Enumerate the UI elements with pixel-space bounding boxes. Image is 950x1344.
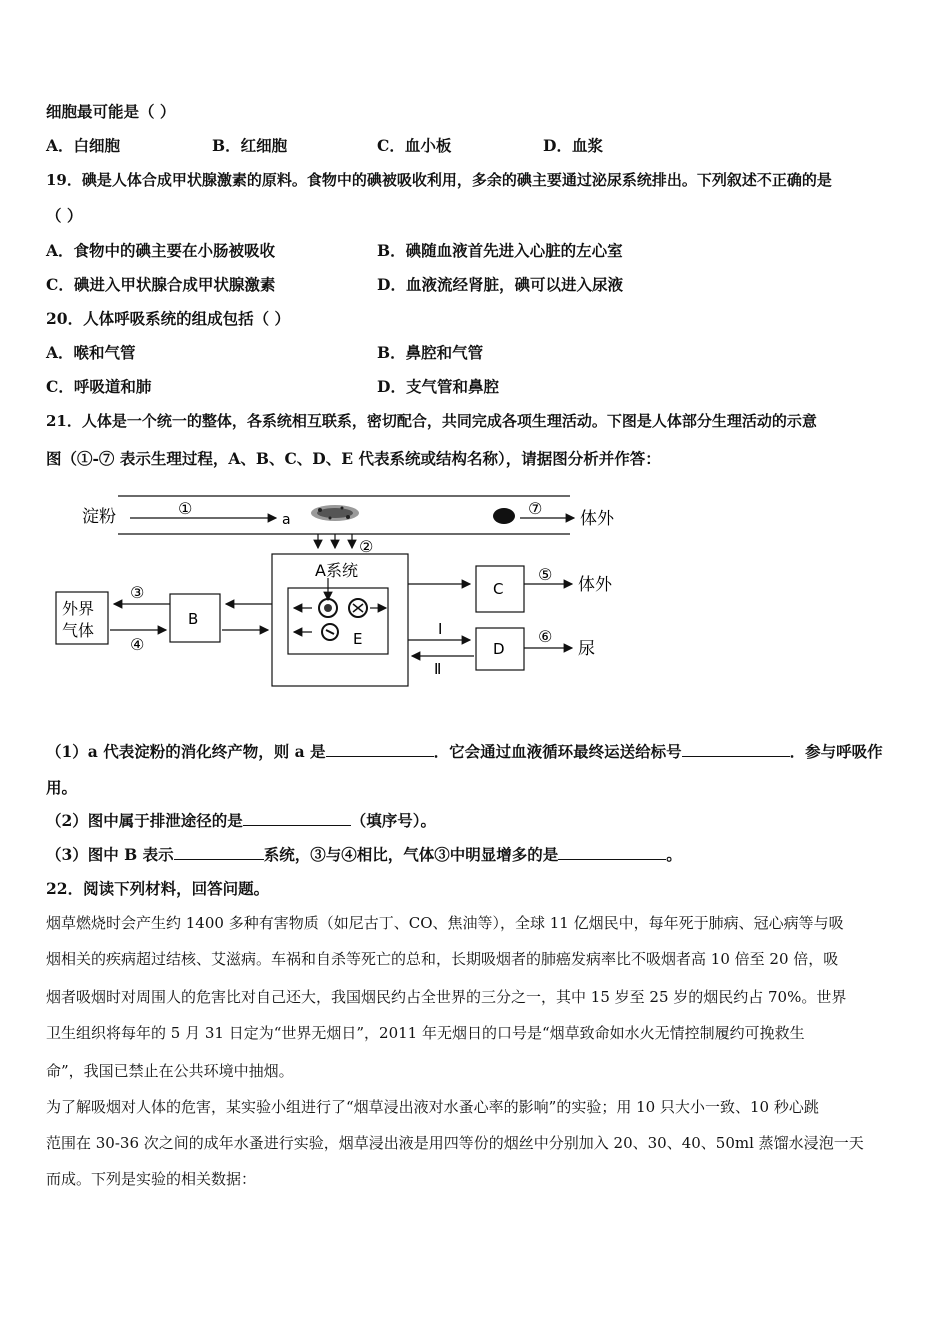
q21-sub2 bbox=[46, 811, 436, 831]
q21-sub1 bbox=[46, 742, 883, 762]
q21-sub3-text-a: （3）图中 B 表示 bbox=[46, 845, 174, 864]
q18-stem-tail: 细胞最可能是（ ） bbox=[46, 102, 176, 121]
q20-option-b: B．鼻腔和气管 bbox=[377, 343, 484, 362]
label-I: Ⅰ bbox=[438, 620, 443, 638]
q20-option-a: A．喉和气管 bbox=[46, 343, 136, 362]
d-label: D bbox=[493, 640, 505, 658]
q21-sub3-text-b: 系统，③与④相比，气体③中明显增多的是 bbox=[263, 845, 559, 864]
q21-sub3 bbox=[46, 845, 682, 865]
q21-sub2-blank[interactable] bbox=[243, 811, 351, 826]
label-7: ⑦ bbox=[528, 499, 543, 518]
label-a: a bbox=[282, 512, 291, 528]
q21-sub3-blank-1[interactable] bbox=[174, 845, 264, 860]
label-6: ⑥ bbox=[538, 627, 553, 646]
q21-sub1-cont: 用。 bbox=[46, 778, 78, 797]
q22-p1-line4: 卫生组织将每年的 5 月 31 日定为“世界无烟日”，2011 年无烟日的口号是“烟草致命如水火无情控制履约可挽救生 bbox=[46, 1024, 805, 1042]
q22-p2-line2: 范围在 30-36 次之间的成年水蚤进行实验，烟草浸出液是用四等份的烟丝中分别加入 20、30、40、50ml 蒸馏水浸泡一天 bbox=[46, 1134, 864, 1152]
q18-option-c: C．血小板 bbox=[377, 136, 452, 155]
q21-sub1-text-c: ．参与呼吸作 bbox=[789, 742, 883, 761]
starch-label: 淀粉 bbox=[82, 507, 116, 527]
q19-option-a: A．食物中的碘主要在小肠被吸收 bbox=[46, 241, 276, 260]
q22-p2-line3: 而成。下列是实验的相关数据： bbox=[46, 1170, 257, 1188]
q18-option-d: D．血浆 bbox=[543, 136, 603, 155]
c-label: C bbox=[493, 580, 504, 598]
q19-option-b: B．碘随血液首先进入心脏的左心室 bbox=[377, 241, 623, 260]
q18-option-b: B．红细胞 bbox=[212, 136, 288, 155]
physiology-diagram bbox=[50, 484, 630, 694]
q21-sub3-blank-2[interactable] bbox=[558, 845, 666, 860]
q22-p1-line3: 烟者吸烟时对周围人的危害比对自己还大，我国烟民约占全世界的三分之一，其中 15 岁至 25 岁的烟民约占 70%。世界 bbox=[46, 988, 847, 1006]
q22-p1-line1: 烟草燃烧时会产生约 1400 多种有害物质（如尼古丁、CO、焦油等），全球 11 亿烟民中，每年死于肺病、冠心病等与吸 bbox=[46, 914, 844, 932]
q22-p1-line5: 命”，我国已禁止在公共环境中抽烟。 bbox=[46, 1062, 294, 1080]
out-label-1: 体外 bbox=[580, 509, 614, 529]
q21-sub1-text-b: ．它会通过血液循环最终运送给标号 bbox=[433, 742, 682, 761]
q19-option-c: C．碘进入甲状腺合成甲状腺激素 bbox=[46, 275, 276, 294]
q21-stem: 21．人体是一个统一的整体，各系统相互联系，密切配合，共同完成各项生理活动。下图是人体部分生理活动的示意 bbox=[46, 412, 817, 430]
label-II: Ⅱ bbox=[434, 660, 442, 678]
feces-blob-icon bbox=[493, 508, 515, 524]
q21-sub1-blank-1[interactable] bbox=[326, 742, 434, 757]
q21-stem-cont: 图（①-⑦ 表示生理过程，A、B、C、D、E 代表系统或结构名称），请据图分析并作答： bbox=[46, 449, 661, 468]
q19-stem-bracket: （ ） bbox=[46, 206, 83, 225]
q19-option-d: D．血液流经肾脏，碘可以进入尿液 bbox=[377, 275, 623, 294]
label-2: ② bbox=[359, 537, 374, 556]
nutrient-blob-icon bbox=[311, 505, 359, 521]
label-3: ③ bbox=[130, 583, 145, 602]
q22-stem: 22．阅读下列材料，回答问题。 bbox=[46, 879, 270, 898]
urine-label: 尿 bbox=[578, 639, 595, 659]
b-label: B bbox=[188, 610, 199, 628]
label-1: ① bbox=[178, 499, 193, 518]
q21-sub1-blank-2[interactable] bbox=[682, 742, 790, 757]
q21-sub1-text-a: （1）a 代表淀粉的消化终产物，则 a 是 bbox=[46, 742, 326, 761]
q22-p1-line2: 烟相关的疾病超过结核、艾滋病。车祸和自杀等死亡的总和，长期吸烟者的肺癌发病率比不吸烟者高 10 倍至 20 倍，吸 bbox=[46, 950, 839, 968]
e-inner-box bbox=[288, 588, 388, 654]
q21-sub2-text-a: （2）图中属于排泄途径的是 bbox=[46, 811, 243, 830]
q21-sub2-text-b: （填序号）。 bbox=[350, 811, 437, 830]
q18-option-a: A．白细胞 bbox=[46, 136, 121, 155]
q21-sub3-text-c: 。 bbox=[666, 845, 682, 864]
label-5: ⑤ bbox=[538, 565, 553, 584]
q20-option-d: D．支气管和鼻腔 bbox=[377, 377, 499, 396]
label-4: ④ bbox=[130, 635, 145, 654]
q20-stem: 20．人体呼吸系统的组成包括（ ） bbox=[46, 309, 290, 328]
q22-p2-line1: 为了解吸烟对人体的危害，某实验小组进行了“烟草浸出液对水蚤心率的影响”的实验；用 10 只大小一致、10 秒心跳 bbox=[46, 1098, 819, 1116]
e-label: E bbox=[353, 630, 363, 648]
q19-stem: 19．碘是人体合成甲状腺激素的原料。食物中的碘被吸收利用，多余的碘主要通过泌尿系统排出。下列叙述不正确的是 bbox=[46, 171, 832, 189]
air-label-line1: 外界 bbox=[62, 599, 95, 618]
out-label-2: 体外 bbox=[578, 575, 612, 595]
q20-option-c: C．呼吸道和肺 bbox=[46, 377, 152, 396]
a-system-label: A系统 bbox=[315, 561, 358, 580]
air-label-line2: 气体 bbox=[62, 621, 95, 640]
